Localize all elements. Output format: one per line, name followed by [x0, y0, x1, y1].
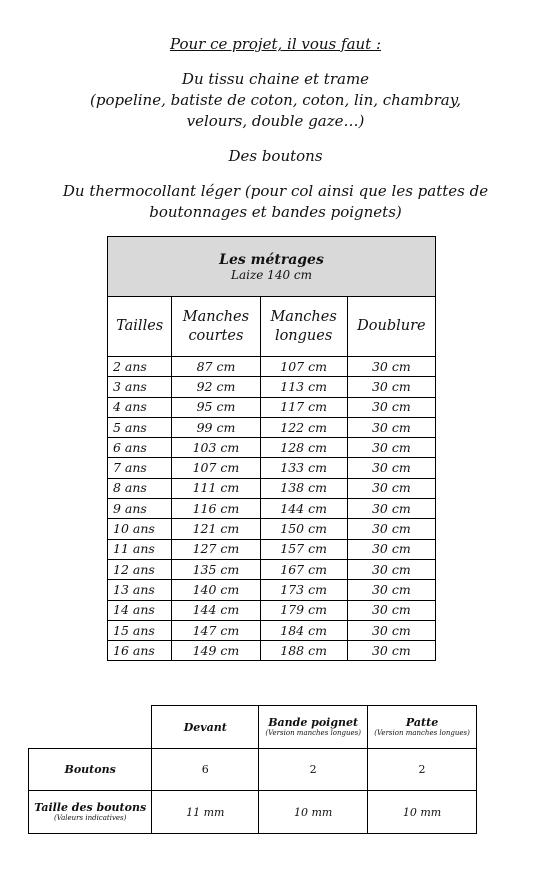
yardage-subtitle: Laize 140 cm	[230, 267, 313, 282]
yardage-cell: 122 cm	[260, 417, 347, 437]
size-cell: 7 ans	[108, 458, 172, 478]
buttons-body	[29, 706, 477, 834]
interfacing-line-1: Du thermocollant léger (pour col ainsi que les pattes de	[62, 182, 489, 200]
yardage-cell: 111 cm	[172, 478, 260, 498]
yardage-cell: 144 cm	[260, 499, 347, 519]
column-header-label: Patte	[405, 716, 439, 729]
yardage-cell: 135 cm	[172, 559, 260, 579]
table-row	[108, 417, 436, 437]
yardage-header-cell: Manches courtes	[172, 297, 260, 357]
yardage-cell: 167 cm	[260, 559, 347, 579]
yardage-cell: 107 cm	[172, 458, 260, 478]
yardage-cell: 30 cm	[347, 580, 435, 600]
empty-corner-cell	[29, 706, 152, 749]
table-row	[108, 478, 436, 498]
row-header-label: Boutons	[64, 763, 116, 776]
yardage-header-cell: Tailles	[108, 297, 172, 357]
table-row	[108, 438, 436, 458]
yardage-header-cell: Manches longues	[260, 297, 347, 357]
size-cell: 15 ans	[108, 620, 172, 640]
yardage-cell: 92 cm	[172, 377, 260, 397]
buttons-table	[28, 705, 477, 834]
column-header-note: (Version manches longues)	[374, 729, 470, 737]
yardage-cell: 184 cm	[260, 620, 347, 640]
buttons-column-header	[152, 706, 259, 749]
yardage-cell: 188 cm	[260, 641, 347, 661]
row-header-label: Taille des boutons	[34, 801, 147, 814]
yardage-cell: 30 cm	[347, 438, 435, 458]
yardage-cell: 179 cm	[260, 600, 347, 620]
size-cell: 4 ans	[108, 397, 172, 417]
table-row	[29, 791, 477, 834]
yardage-cell: 157 cm	[260, 539, 347, 559]
buttons-value-cell: 2	[368, 749, 477, 791]
yardage-cell: 30 cm	[347, 539, 435, 559]
size-cell: 9 ans	[108, 499, 172, 519]
buttons-column-header	[368, 706, 477, 749]
yardage-cell: 95 cm	[172, 397, 260, 417]
table-row	[108, 397, 436, 417]
buttons-value-cell: 2	[259, 749, 368, 791]
yardage-cell: 30 cm	[347, 478, 435, 498]
size-cell: 11 ans	[108, 539, 172, 559]
yardage-cell: 30 cm	[347, 377, 435, 397]
yardage-cell: 30 cm	[347, 417, 435, 437]
size-cell: 13 ans	[108, 580, 172, 600]
column-header-label: Devant	[183, 720, 227, 734]
yardage-cell: 30 cm	[347, 397, 435, 417]
yardage-header-row	[108, 297, 436, 357]
project-heading: Pour ce projet, il vous faut :	[169, 35, 382, 53]
table-row	[108, 519, 436, 539]
size-cell: 8 ans	[108, 478, 172, 498]
yardage-cell: 103 cm	[172, 438, 260, 458]
yardage-cell: 87 cm	[172, 357, 260, 377]
buttons-line: Des boutons	[228, 147, 323, 165]
size-cell: 3 ans	[108, 377, 172, 397]
yardage-cell: 140 cm	[172, 580, 260, 600]
size-cell: 5 ans	[108, 417, 172, 437]
table-row	[108, 458, 436, 478]
yardage-body	[108, 357, 436, 661]
yardage-table	[107, 236, 436, 661]
size-cell: 10 ans	[108, 519, 172, 539]
yardage-cell: 30 cm	[347, 600, 435, 620]
table-row	[108, 641, 436, 661]
yardage-cell: 30 cm	[347, 620, 435, 640]
yardage-cell: 138 cm	[260, 478, 347, 498]
yardage-cell: 30 cm	[347, 499, 435, 519]
size-cell: 14 ans	[108, 600, 172, 620]
table-row	[108, 620, 436, 640]
yardage-cell: 128 cm	[260, 438, 347, 458]
size-cell: 16 ans	[108, 641, 172, 661]
table-row	[108, 377, 436, 397]
buttons-column-header	[259, 706, 368, 749]
yardage-cell: 113 cm	[260, 377, 347, 397]
yardage-cell: 30 cm	[347, 559, 435, 579]
yardage-cell: 30 cm	[347, 641, 435, 661]
table-row	[108, 499, 436, 519]
yardage-title: Les métrages	[219, 251, 324, 268]
column-header-label: Bande poignet	[268, 716, 359, 729]
interfacing-line-2: boutonnages et bandes poignets)	[149, 203, 402, 221]
yardage-cell: 30 cm	[347, 357, 435, 377]
yardage-cell: 117 cm	[260, 397, 347, 417]
row-header-note: (Valeurs indicatives)	[53, 814, 127, 822]
yardage-cell: 127 cm	[172, 539, 260, 559]
table-row	[108, 539, 436, 559]
fabric-line-1: Du tissu chaine et trame	[181, 70, 370, 88]
table-row	[108, 600, 436, 620]
table-row	[108, 357, 436, 377]
yardage-cell: 30 cm	[347, 458, 435, 478]
yardage-cell: 121 cm	[172, 519, 260, 539]
yardage-cell: 144 cm	[172, 600, 260, 620]
yardage-cell: 116 cm	[172, 499, 260, 519]
yardage-title-cell	[108, 237, 436, 297]
buttons-value-cell: 10 mm	[368, 791, 477, 834]
yardage-cell: 150 cm	[260, 519, 347, 539]
buttons-row-header	[29, 749, 152, 791]
yardage-cell: 99 cm	[172, 417, 260, 437]
yardage-cell: 173 cm	[260, 580, 347, 600]
intro-text	[0, 34, 551, 223]
size-cell: 12 ans	[108, 559, 172, 579]
table-row	[29, 749, 477, 791]
buttons-header-row	[29, 706, 477, 749]
size-cell: 2 ans	[108, 357, 172, 377]
table-row	[108, 580, 436, 600]
yardage-cell: 30 cm	[347, 519, 435, 539]
buttons-row-header	[29, 791, 152, 834]
yardage-header-cell: Doublure	[347, 297, 435, 357]
buttons-value-cell: 11 mm	[152, 791, 259, 834]
yardage-cell: 133 cm	[260, 458, 347, 478]
table-row	[108, 559, 436, 579]
size-cell: 6 ans	[108, 438, 172, 458]
yardage-cell: 149 cm	[172, 641, 260, 661]
buttons-value-cell: 6	[152, 749, 259, 791]
yardage-cell: 107 cm	[260, 357, 347, 377]
column-header-note: (Version manches longues)	[265, 729, 361, 737]
fabric-line-3: velours, double gaze…)	[186, 112, 365, 130]
yardage-cell: 147 cm	[172, 620, 260, 640]
fabric-line-2: (popeline, batiste de coton, coton, lin, chambray,	[90, 91, 461, 109]
buttons-value-cell: 10 mm	[259, 791, 368, 834]
